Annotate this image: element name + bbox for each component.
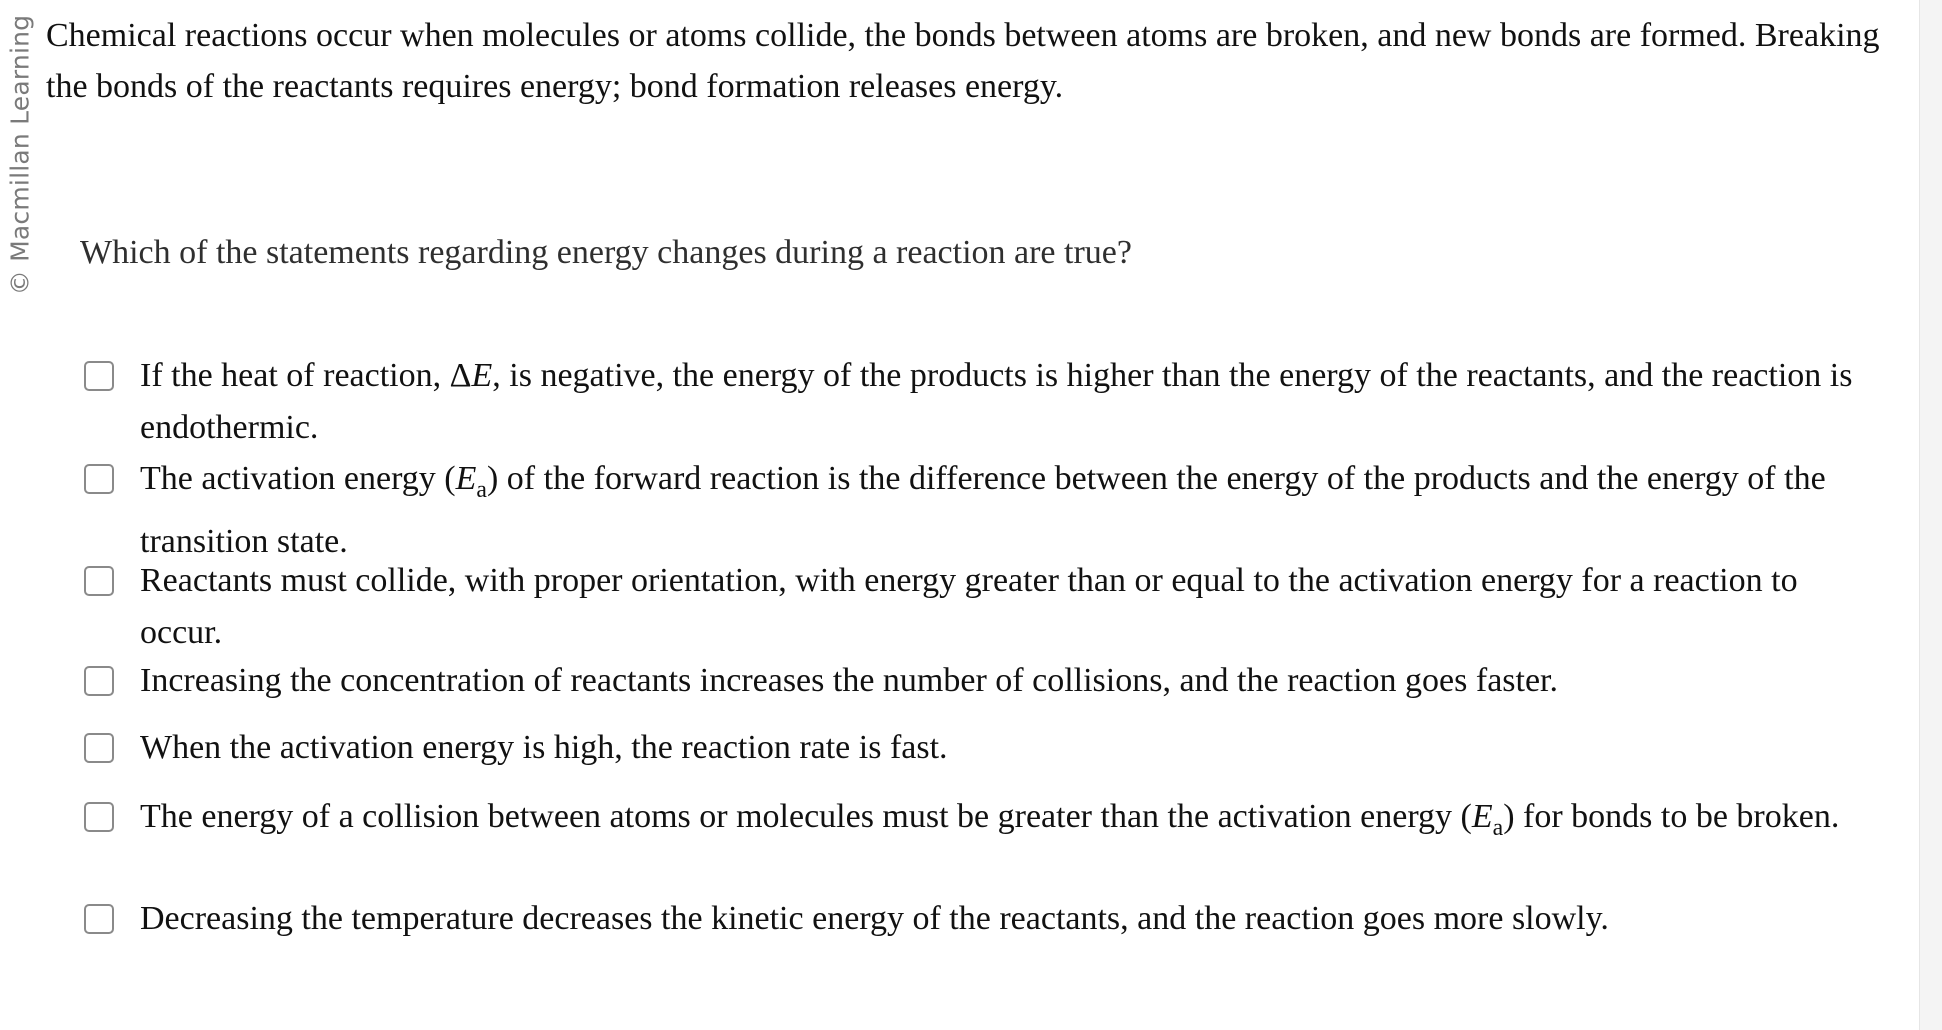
question-prompt: Which of the statements regarding energy changes during a reaction are true? [80, 234, 1132, 271]
option-5-label: When the activation energy is high, the reaction rate is fast. [140, 729, 948, 766]
option-7-checkbox[interactable] [84, 904, 114, 934]
intro-paragraph: Chemical reactions occur when molecules or atoms collide, the bonds between atoms are broken, and new bonds are formed. Breaking the bonds of the reactants requires energy; bond formation releases energy. [46, 17, 1880, 105]
option-1-label: If the heat of reaction, ΔE, is negative, the energy of the products is higher than the energy of the reactants, and the reaction is endothermic. [140, 357, 1853, 446]
option-7[interactable] [84, 893, 1884, 945]
option-5-checkbox[interactable] [84, 733, 114, 763]
option-3-checkbox[interactable] [84, 566, 114, 596]
option-4-checkbox[interactable] [84, 666, 114, 696]
watermark-text: © Macmillan Learning [5, 14, 35, 296]
option-7-label: Decreasing the temperature decreases the kinetic energy of the reactants, and the reaction goes more slowly. [140, 900, 1609, 937]
option-6-label: The energy of a collision between atoms or molecules must be greater than the activation energy $(E_a)$ for bonds to be broken. [140, 798, 1840, 841]
option-1[interactable] [84, 350, 1884, 454]
option-1-checkbox[interactable] [84, 361, 114, 391]
copyright-watermark [0, 0, 40, 310]
option-2-checkbox[interactable] [84, 464, 114, 494]
option-3-label: Reactants must collide, with proper orientation, with energy greater than or equal to the activation energy for a reaction to occur. [140, 562, 1798, 651]
scrollbar-track[interactable] [1919, 0, 1942, 1030]
option-4-label: Increasing the concentration of reactants increases the number of collisions, and the reaction goes faster. [140, 662, 1559, 699]
option-4[interactable] [84, 655, 1884, 707]
option-6[interactable] [84, 791, 1884, 854]
option-6-checkbox[interactable] [84, 802, 114, 832]
option-3[interactable] [84, 555, 1884, 659]
option-2-label: The activation energy $(E_a)$ of the forward reaction is the difference between the energy of the products and the energy of the transition state. [140, 460, 1826, 560]
option-2[interactable] [84, 453, 1884, 568]
option-5[interactable] [84, 722, 1884, 774]
